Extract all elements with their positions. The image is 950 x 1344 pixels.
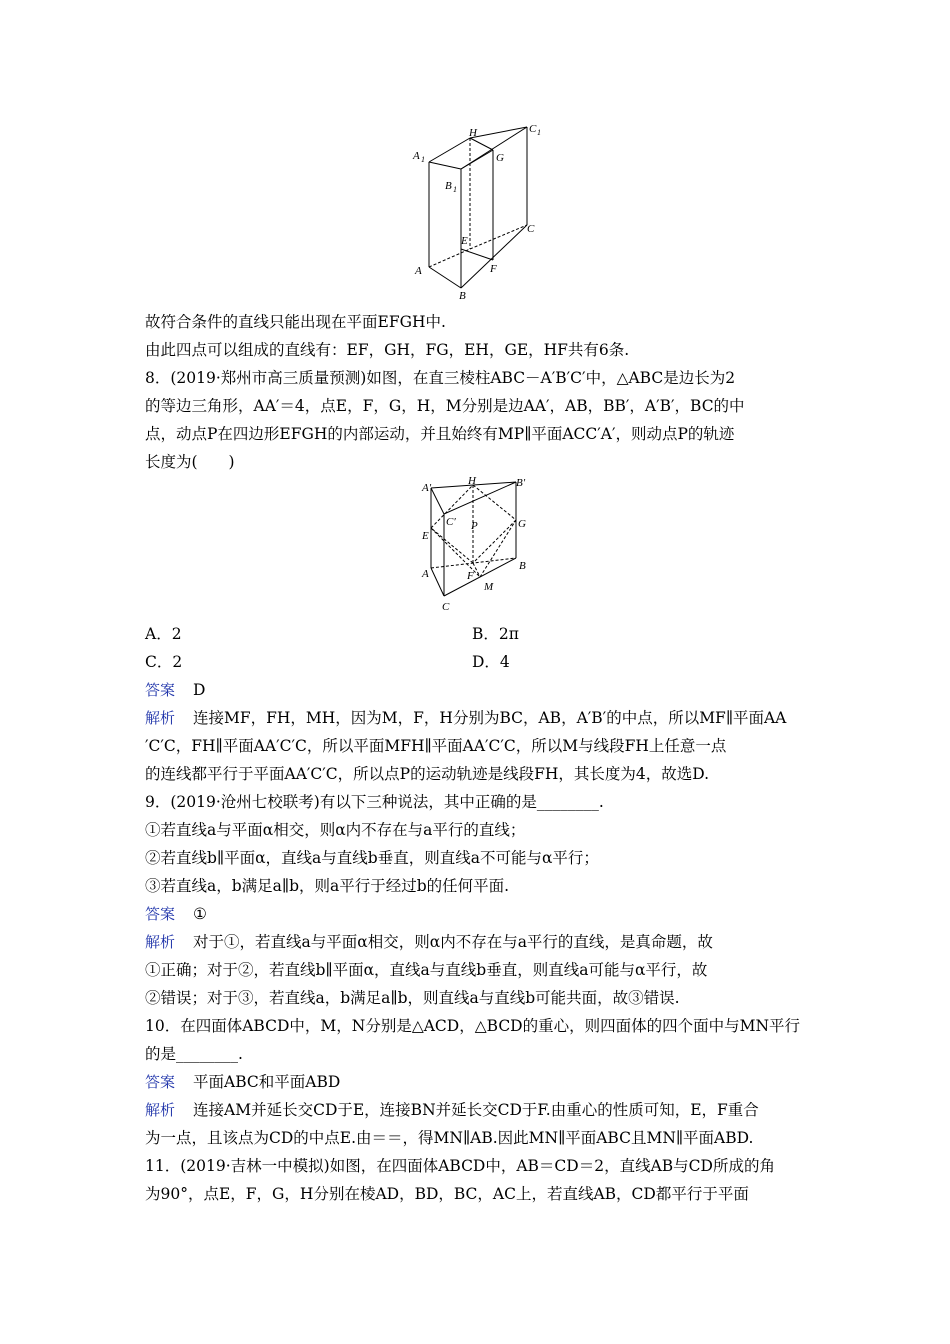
q9-answer xyxy=(145,904,207,924)
fig2-label-M: M xyxy=(484,581,494,593)
fig2-label-A-prime: A′ xyxy=(422,482,432,494)
triangular-prism-figure xyxy=(412,472,542,618)
fig2-label-B-prime: B′ xyxy=(516,477,526,489)
q8-analysis xyxy=(145,708,786,728)
choice-b: B．2π xyxy=(472,625,519,643)
fig2-label-G: G xyxy=(518,518,526,530)
analysis-text: ①正确；对于②，若直线b∥平面α，直线a与直线b垂直，则直线a可能与α平行，故 xyxy=(145,961,708,979)
fig1-label-A: A xyxy=(415,265,422,277)
answer-label: 答案 xyxy=(145,1073,176,1091)
text-line: 由此四点可以组成的直线有：EF，GH，FG，EH，GE，HF共有6条. xyxy=(145,341,630,359)
analysis-text: 的连线都平行于平面AA′C′C，所以点P的运动轨迹是线段FH，其长度为4，故选D. xyxy=(145,765,710,783)
fig1-label-E: E xyxy=(461,235,468,247)
analysis-text: 连接MF，FH，MH，因为M，F，H分别为BC，AB，A′B′的中点，所以MF∥平面AA xyxy=(193,709,787,727)
q10-stem: 10．在四面体ABCD中，M，N分别是△ACD，△BCD的重心，则四面体的四个面中与MN平行 xyxy=(145,1017,801,1035)
choice-c: C．2 xyxy=(145,653,183,671)
fig1-label-C1-sub: 1 xyxy=(537,128,541,137)
fig2-label-A: A xyxy=(422,568,429,580)
choice-a: A．2 xyxy=(145,625,182,643)
q10-stem: 的是________. xyxy=(145,1045,243,1063)
analysis-text: 为一点，且该点为CD的中点E.由＝＝，得MN∥AB.因此MN∥平面ABC且MN∥平面ABD. xyxy=(145,1129,754,1147)
analysis-text: 对于①，若直线a与平面α相交，则α内不存在与a平行的直线，是真命题，故 xyxy=(193,933,713,951)
fig2-label-F: F xyxy=(467,570,474,582)
answer-value: ① xyxy=(193,905,207,923)
q8-answer xyxy=(145,680,205,700)
fig1-label-A1: A xyxy=(413,150,420,162)
fig1-label-C: C xyxy=(527,223,535,235)
q9-option: ①若直线a与平面α相交，则α内不存在与a平行的直线； xyxy=(145,821,526,839)
answer-value: 平面ABC和平面ABD xyxy=(193,1073,341,1091)
fig1-label-F: F xyxy=(490,263,497,275)
q9-option: ②若直线b∥平面α，直线a与直线b垂直，则直线a不可能与α平行； xyxy=(145,849,599,867)
fig2-label-C-prime: C′ xyxy=(446,516,456,528)
text-line: 故符合条件的直线只能出现在平面EFGH中. xyxy=(145,313,446,331)
analysis-label: 解析 xyxy=(145,709,176,727)
analysis-text: ′C′C，FH∥平面AA′C′C，所以平面MFH∥平面AA′C′C，所以M与线段FH上任意一点 xyxy=(145,737,727,755)
answer-value: D xyxy=(193,681,206,699)
q10-analysis xyxy=(145,1100,759,1120)
fig2-label-H: H xyxy=(468,475,476,487)
fig1-label-B: B xyxy=(459,290,466,302)
fig2-label-C: C xyxy=(442,601,450,613)
q11-stem: 为90°，点E，F，G，H分别在棱AD，BD，BC，AC上，若直线AB，CD都平行于平面 xyxy=(145,1185,749,1203)
q11-stem: 11．(2019·吉林一中模拟)如图，在四面体ABCD中，AB＝CD＝2，直线AB与CD所成的角 xyxy=(145,1157,775,1175)
fig1-label-G: G xyxy=(496,152,504,164)
fig1-label-B1-sub: 1 xyxy=(453,185,457,194)
q8-stem: 点，动点P在四边形EFGH的内部运动，并且始终有MP∥平面ACC′A′，则动点P的轨迹 xyxy=(145,425,735,443)
fig2-label-P: P xyxy=(471,520,478,532)
q9-stem: 9．(2019·沧州七校联考)有以下三种说法，其中正确的是________. xyxy=(145,793,604,811)
answer-label: 答案 xyxy=(145,905,176,923)
q8-stem: 的等边三角形，AA′＝4，点E，F，G，H，M分别是边AA′，AB，BB′，A′B′，BC的中 xyxy=(145,397,745,415)
fig2-label-B: B xyxy=(519,560,526,572)
analysis-text: 连接AM并延长交CD于E，连接BN并延长交CD于F.由重心的性质可知，E，F重合 xyxy=(193,1101,759,1119)
q9-analysis xyxy=(145,932,713,952)
fig2-label-E: E xyxy=(422,530,429,542)
q10-answer xyxy=(145,1072,340,1092)
choice-d: D．4 xyxy=(472,653,510,671)
q9-option: ③若直线a，b满足a∥b，则a平行于经过b的任何平面. xyxy=(145,877,510,895)
analysis-text: ②错误；对于③，若直线a，b满足a∥b，则直线a与直线b可能共面，故③错误. xyxy=(145,989,680,1007)
prism-figure xyxy=(405,118,545,308)
analysis-label: 解析 xyxy=(145,1101,176,1119)
answer-label: 答案 xyxy=(145,681,176,699)
fig1-label-C1: C xyxy=(529,123,537,135)
q8-stem: 8．(2019·郑州市高三质量预测)如图，在直三棱柱ABC－A′B′C′中，△ABC是边长为2 xyxy=(145,369,736,387)
fig1-label-B1: B xyxy=(445,180,452,192)
fig1-label-A1-sub: 1 xyxy=(421,155,425,164)
q8-stem: 长度为( ) xyxy=(145,453,235,471)
fig1-label-H: H xyxy=(469,127,477,139)
analysis-label: 解析 xyxy=(145,933,176,951)
